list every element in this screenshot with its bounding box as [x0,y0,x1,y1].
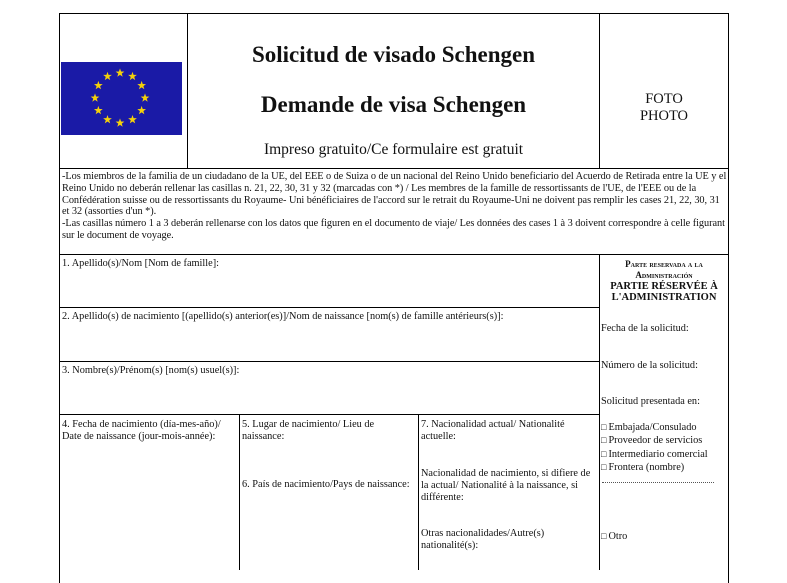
country-of-birth-label: 6. País de nacimiento/Pays de naissance: [242,479,410,490]
checkbox-icon[interactable]: □ [601,422,607,432]
eu-stars-icon [61,62,182,135]
other-nationalities-label: Otras nacionalidades/Autre(s) nationalité(s): [421,528,545,551]
admin-title-es-1: Parte reservada a la [625,259,703,269]
application-date-label: Fecha de la solicitud: [601,323,689,334]
application-number-label: Número de la solicitud: [601,360,698,371]
first-name-label: 3. Nombre(s)/Prénom(s) [nom(s) usuel(s)]: [62,365,240,376]
nationality-at-birth-field[interactable] [419,465,599,525]
nationality-at-birth-label: Nacionalidad de nacimiento, si difiere de la actual/ Nationalité à la naissance, si différente: [421,468,591,503]
option-embassy[interactable] [601,421,708,434]
option-service-provider[interactable] [601,434,708,447]
title-spanish: Solicitud de visado Schengen [251,42,536,67]
photo-label-es: FOTO [645,91,683,107]
free-form-subtitle: Impreso gratuito/Ce formulaire est gratuit [263,141,524,158]
notice-paragraph-2: -Las casillas número 1 a 3 deberán rellenarse con los datos que figuren en el documento de viaje/ Les données des cases 1 à 3 doivent correspondre à celle figurant sur le document de voyage. [62,218,725,241]
checkbox-icon[interactable]: □ [601,435,607,446]
place-of-birth-label: 5. Lugar de nacimiento/ Lieu de naissance: [242,419,375,442]
current-nationality-field[interactable] [419,415,599,465]
surname-field[interactable] [60,255,599,307]
option-commercial-intermediary[interactable] [601,448,708,461]
checkbox-icon[interactable]: □ [601,461,607,472]
border-name-input-line[interactable] [602,482,714,483]
admin-title-fr-1: PARTIE RÉSERVÉE À [610,281,718,292]
divider [59,168,729,169]
checkbox-icon[interactable]: □ [601,448,607,459]
first-name-field[interactable] [60,362,599,414]
submitted-at-options [601,421,708,474]
country-of-birth-field[interactable] [240,475,418,570]
option-border[interactable] [601,461,708,474]
place-of-birth-field[interactable] [240,415,418,475]
eu-flag-icon [61,62,182,135]
option-label: Intermediario comercial [608,448,708,460]
option-label: Frontera (nombre) [608,461,685,473]
admin-title-es-2: Administración [635,270,693,280]
date-of-birth-field[interactable] [60,415,239,570]
admin-column-divider [599,254,600,570]
birth-surname-field[interactable] [60,308,599,361]
submitted-at-label: Solicitud presentada en: [601,396,700,407]
admin-title-fr-2: L'ADMINISTRATION [611,292,717,303]
birth-surname-label: 2. Apellido(s) de nacimiento [(apellido(s) anterior(es)]/Nom de naissance [nom(s) de famille antérieurs(s)]: [62,311,504,322]
notice-paragraph-1: -Los miembros de la familia de un ciudadano de la UE, del EEE o de Suiza o de un nacional del Reino Unido beneficiario del Acuerdo de Retirada entre la UE y el Reino Unido no deberán rellenar las casillas n. 21, 22, 30, 31 y 32 (marcadas con *) / Les membres de la famille de ressortissants de l'UE, de l'EEE ou de la Confédération suisse ou de ressortissants du Royaume- Uni bénéficiaires de l'accord sur le retrait du Royaume-Uni ne doivent pas remplir les cases 21, 22, 30, 31 et 32 (assorties d'un *). [62,171,727,218]
option-label: Otro [608,531,628,542]
current-nationality-label: 7. Nacionalidad actual/ Nationalité actuelle: [421,419,565,442]
title-french: Demande de visa Schengen [260,92,527,117]
photo-box [599,91,729,125]
checkbox-icon[interactable]: □ [601,531,607,541]
photo-label-fr: PHOTO [639,108,689,124]
date-of-birth-label: 4. Fecha de nacimiento (día-mes-año)/ Date de naissance (jour-mois-année): [62,419,221,442]
option-label: Embajada/Consulado [608,422,697,433]
admin-section-title [601,259,727,303]
other-nationalities-field[interactable] [419,525,599,570]
notice-text [62,171,728,242]
option-other[interactable] [601,531,627,542]
option-label: Proveedor de servicios [608,435,703,447]
surname-label: 1. Apellido(s)/Nom [Nom de famille]: [62,258,219,269]
